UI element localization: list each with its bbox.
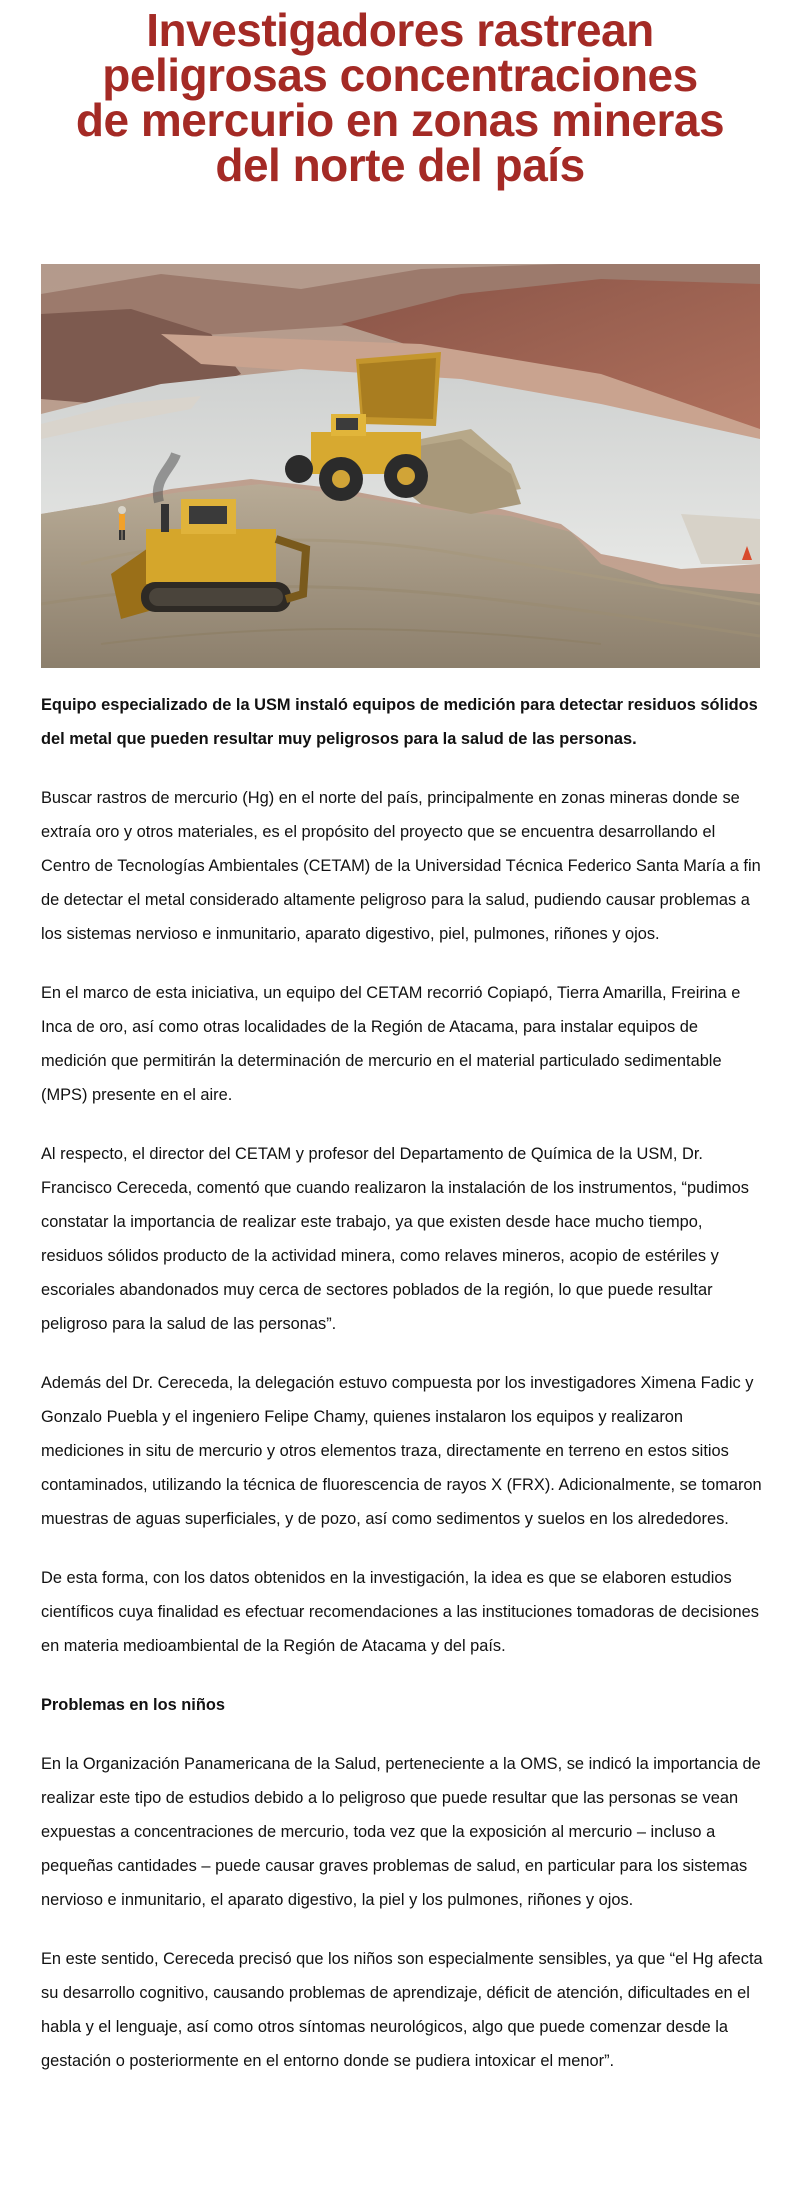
body-paragraph: Buscar rastros de mercurio (Hg) en el norte del país, principalmente en zonas mineras donde se extraía oro y otros materiales, es el propósito del proyecto que se encuentra desarrollando el Centro de Tecnologías Ambientales (CETAM) de la Universidad Técnica Federico Santa María a fin de detectar el metal considerado altamente peligroso para la salud, pudiendo causar problemas a los sistemas nervioso e inmunitario, aparato digestivo, piel, pulmones, riñones y ojos. — [41, 789, 761, 943]
article-lead: Equipo especializado de la USM instaló equipos de medición para detectar residuos sólidos del metal que pueden resultar muy peligrosos para la salud de las personas. — [41, 696, 758, 748]
article-body — [41, 688, 764, 2103]
body-paragraph: En la Organización Panamericana de la Salud, perteneciente a la OMS, se indicó la importancia de realizar este tipo de estudios debido a lo peligroso que puede resultar que las personas se vean expuestas a concentraciones de mercurio, toda vez que la exposición al mercurio – incluso a pequeñas cantidades – puede causar graves problemas de salud, en particular para los sistemas nervioso e inmunitario, el aparato digestivo, la piel y los pulmones, riñones y ojos. — [41, 1755, 761, 1909]
section-subheading: Problemas en los niños — [41, 1696, 225, 1714]
article-title: Investigadores rastrean peligrosas concentraciones de mercurio en zonas mineras del norte del país — [75, 4, 725, 191]
hero-image — [41, 264, 760, 668]
body-paragraph: En este sentido, Cereceda precisó que los niños son especialmente sensibles, ya que “el Hg afecta su desarrollo cognitivo, causando problemas de aprendizaje, déficit de atención, dificultades en el habla y el lenguaje, así como otros síntomas neurológicos, algo que puede comenzar desde la gestación o posteriormente en el entorno donde se pudiera intoxicar el menor”. — [41, 1950, 763, 2070]
body-paragraph: De esta forma, con los datos obtenidos en la investigación, la idea es que se elaboren estudios científicos cuya finalidad es efectuar recomendaciones a las instituciones tomadoras de decisiones en materia medioambiental de la Región de Atacama y del país. — [41, 1569, 759, 1655]
mining-site-photo — [41, 264, 760, 668]
body-paragraph: Al respecto, el director del CETAM y profesor del Departamento de Química de la USM, Dr. Francisco Cereceda, comentó que cuando realizaron la instalación de los instrumentos, “pudimos constatar la importancia de realizar este trabajo, ya que existen desde hace mucho tiempo, residuos sólidos producto de la actividad minera, como relaves mineros, acopio de estériles y escoriales abandonados muy cerca de sectores poblados de la región, lo que puede resultar peligroso para la salud de las personas”. — [41, 1145, 749, 1333]
body-paragraph: En el marco de esta iniciativa, un equipo del CETAM recorrió Copiapó, Tierra Amarilla, Freirina e Inca de oro, así como otras localidades de la Región de Atacama, para instalar equipos de medición que permitirán la determinación de mercurio en el material particulado sedimentable (MPS) presente en el aire. — [41, 984, 741, 1104]
body-paragraph: Además del Dr. Cereceda, la delegación estuvo compuesta por los investigadores Ximena Fadic y Gonzalo Puebla y el ingeniero Felipe Chamy, quienes instalaron los equipos y realizaron mediciones in situ de mercurio y otros elementos traza, directamente en terreno en estos sitios contaminados, utilizando la técnica de fluorescencia de rayos X (FRX). Adicionalmente, se tomaron muestras de aguas superficiales, y de pozo, así como sedimentos y suelos en los alrededores. — [41, 1374, 762, 1528]
